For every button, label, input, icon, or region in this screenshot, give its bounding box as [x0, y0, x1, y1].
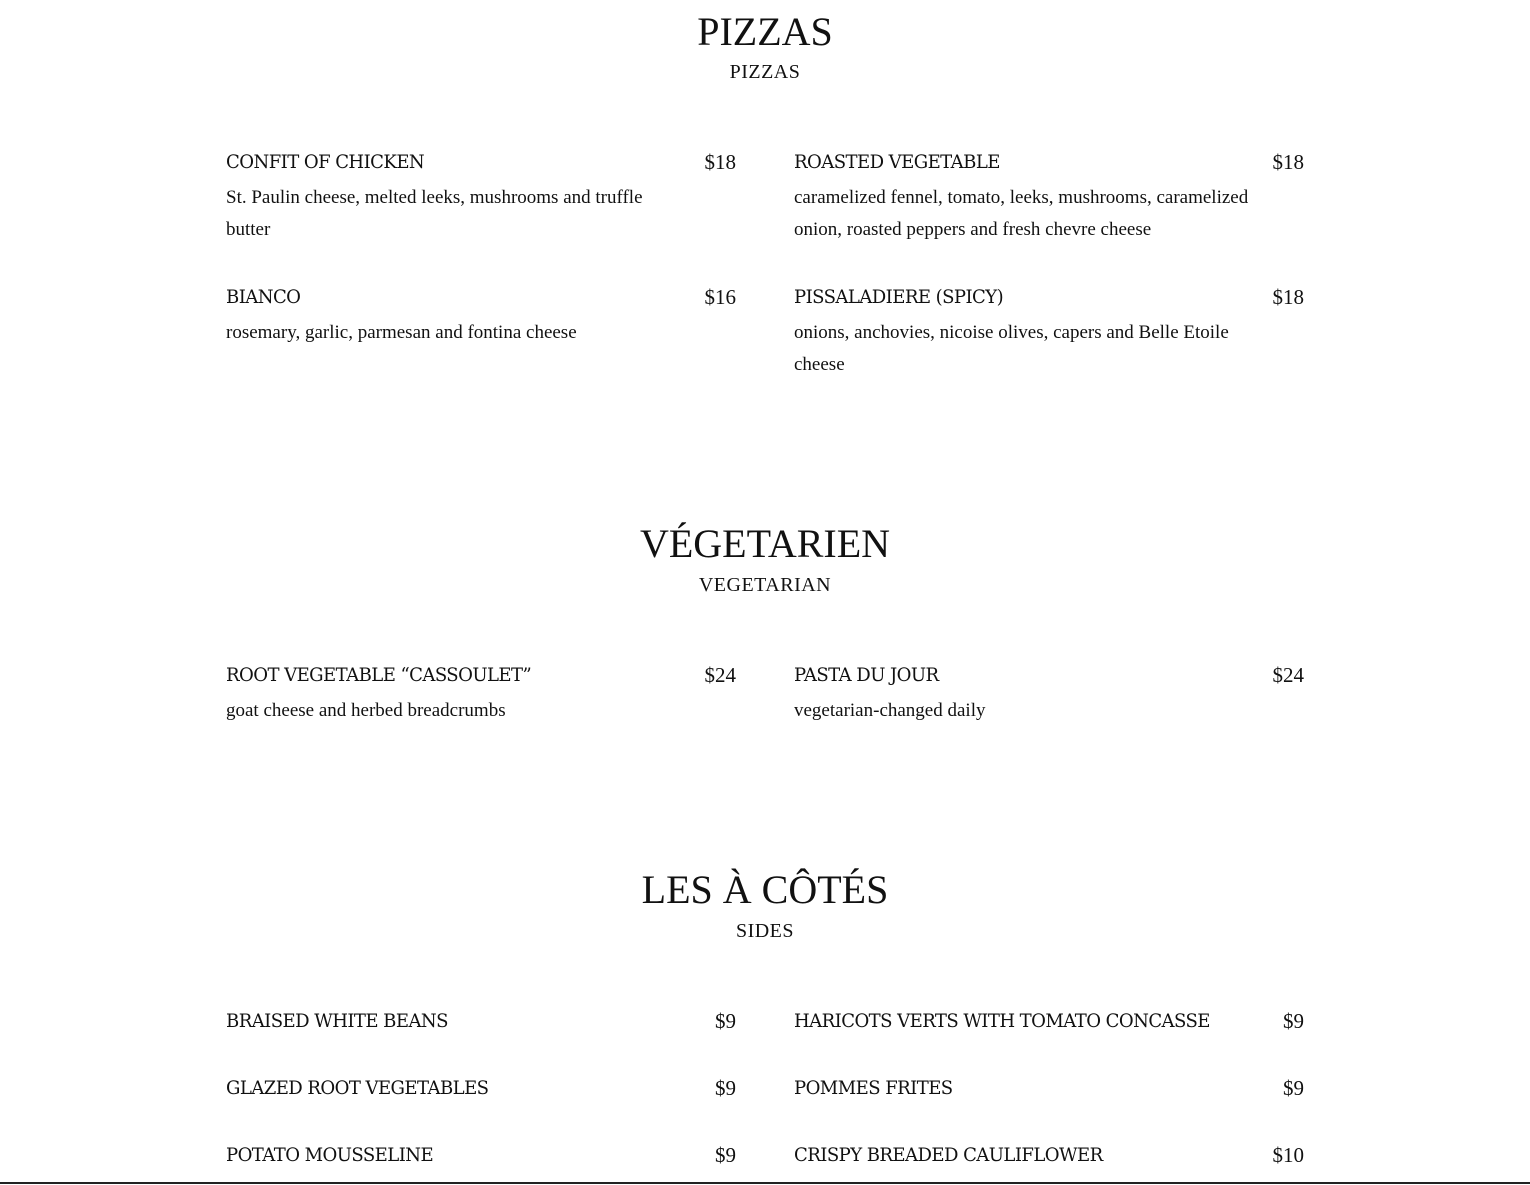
menu-item-description: goat cheese and herbed breadcrumbs [226, 700, 506, 721]
menu-item-price: $9 [1283, 1076, 1304, 1100]
section-subtitle: VEGETARIAN [698, 574, 832, 596]
menu-item-name: PISSALADIERE (SPICY) [794, 286, 1004, 308]
menu-item-name: HARICOTS VERTS WITH TOMATO CONCASSE [794, 1010, 1210, 1032]
menu-item-name: POTATO MOUSSELINE [226, 1144, 434, 1166]
menu-item-name: GLAZED ROOT VEGETABLES [226, 1077, 489, 1099]
section-title: LES À CÔTÉS [641, 867, 889, 912]
menu-item-name: BRAISED WHITE BEANS [226, 1010, 448, 1032]
menu-item-name: PASTA DU JOUR [794, 664, 939, 686]
menu-item-price: $18 [1272, 150, 1304, 174]
menu-item-name: POMMES FRITES [794, 1077, 953, 1099]
menu-item-name: ROASTED VEGETABLE [794, 151, 1000, 173]
menu-item-price: $18 [1272, 285, 1304, 309]
menu-item-price: $9 [1283, 1009, 1304, 1033]
menu-item-price: $16 [704, 285, 736, 309]
section-title: PIZZAS [697, 9, 833, 54]
section-subtitle: SIDES [735, 920, 795, 942]
menu-item-name: BIANCO [226, 286, 301, 308]
menu-item-description: onions, anchovies, nicoise olives, capers and Belle Etoile cheese [794, 322, 1229, 375]
menu-item-description: rosemary, garlic, parmesan and fontina cheese [226, 322, 577, 343]
menu-item-price: $9 [715, 1143, 736, 1167]
menu-item-description: caramelized fennel, tomato, leeks, mushrooms, caramelized onion, roasted peppers and fresh chevre cheese [794, 187, 1249, 240]
section-subtitle: PIZZAS [729, 61, 801, 83]
menu-item-price: $24 [1272, 663, 1304, 687]
menu-item-price: $18 [704, 150, 736, 174]
menu-item-name: ROOT VEGETABLE “CASSOULET” [226, 664, 532, 686]
menu-item-price: $24 [704, 663, 736, 687]
menu-item-price: $9 [715, 1076, 736, 1100]
menu-item-price: $10 [1272, 1143, 1304, 1167]
menu-item-name: CONFIT OF CHICKEN [226, 151, 425, 173]
menu-item-description: vegetarian-changed daily [794, 700, 986, 721]
menu-item-price: $9 [715, 1009, 736, 1033]
menu-item-name: CRISPY BREADED CAULIFLOWER [794, 1144, 1103, 1166]
menu-item-description: St. Paulin cheese, melted leeks, mushrooms and truffle butter [226, 187, 643, 240]
bottom-divider [0, 1182, 1530, 1184]
section-title: VÉGETARIEN [639, 521, 891, 566]
